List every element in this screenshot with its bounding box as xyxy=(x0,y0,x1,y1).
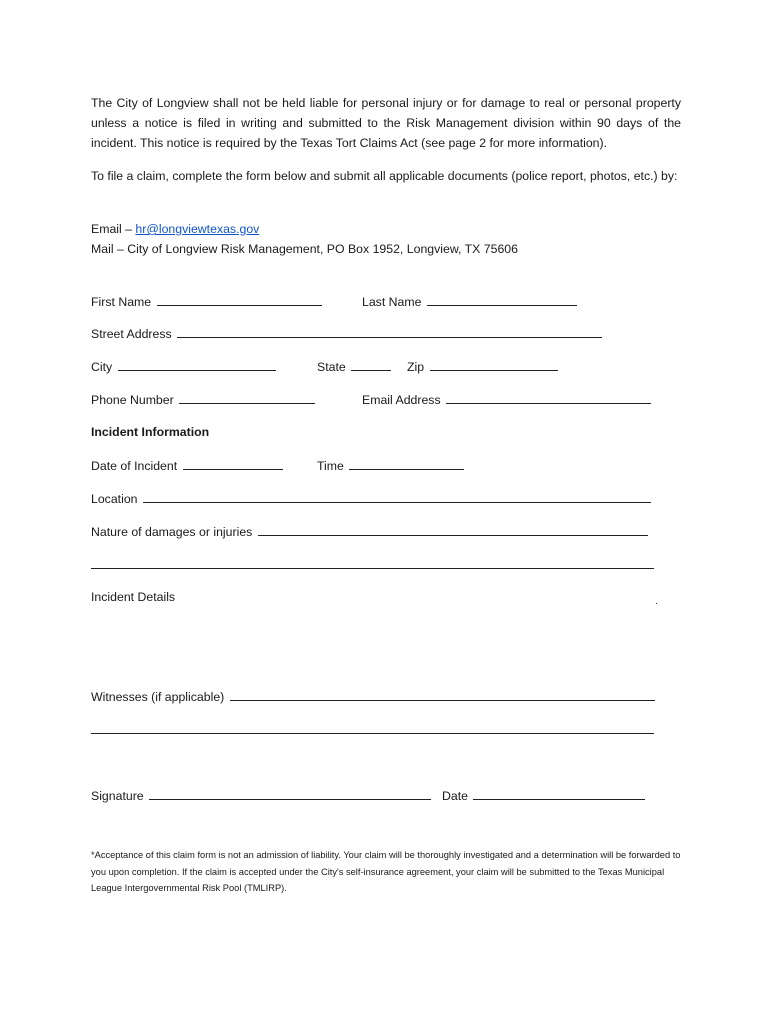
phone-label: Phone Number xyxy=(91,393,174,407)
last-name-field[interactable] xyxy=(362,293,577,310)
nature-continuation-field[interactable] xyxy=(91,556,654,573)
time-line[interactable] xyxy=(349,457,464,470)
zip-field[interactable] xyxy=(407,358,558,375)
city-line[interactable] xyxy=(118,358,276,371)
date-of-incident-line[interactable] xyxy=(183,457,283,470)
signature-label: Signature xyxy=(91,789,144,803)
witnesses-continuation-line[interactable] xyxy=(91,721,654,734)
email-address-line[interactable] xyxy=(446,391,651,404)
signature-line[interactable] xyxy=(149,787,431,800)
filing-instructions-paragraph: To file a claim, complete the form below and submit all applicable documents (police report, photos, etc.) by: xyxy=(91,169,678,183)
last-name-label: Last Name xyxy=(362,295,422,309)
nature-of-damages-field[interactable] xyxy=(91,523,648,540)
incident-details-label: Incident Details xyxy=(91,590,176,604)
first-name-field[interactable] xyxy=(91,293,322,310)
email-line xyxy=(91,219,681,239)
location-line[interactable] xyxy=(143,490,651,503)
city-label: City xyxy=(91,360,113,374)
time-label: Time xyxy=(317,459,344,473)
first-name-label: First Name xyxy=(91,295,152,309)
nature-continuation-line[interactable] xyxy=(91,556,654,569)
witnesses-field[interactable] xyxy=(91,688,655,705)
city-field[interactable] xyxy=(91,358,276,375)
location-field[interactable] xyxy=(91,490,651,507)
email-address-field[interactable] xyxy=(362,391,651,408)
date-field[interactable] xyxy=(442,787,645,804)
date-of-incident-field[interactable] xyxy=(91,457,283,474)
state-field[interactable] xyxy=(317,358,391,375)
phone-line[interactable] xyxy=(179,391,315,404)
state-line[interactable] xyxy=(351,358,391,371)
state-label: State xyxy=(317,360,346,374)
first-name-line[interactable] xyxy=(157,293,322,306)
email-link[interactable]: hr@longviewtexas.gov xyxy=(135,222,260,236)
street-address-line[interactable] xyxy=(177,325,602,338)
phone-field[interactable] xyxy=(91,391,315,408)
witnesses-line[interactable] xyxy=(230,688,655,701)
contact-block xyxy=(91,219,681,259)
email-prefix: Email – xyxy=(91,222,136,236)
incident-information-heading: Incident Information xyxy=(91,425,210,439)
signature-field[interactable] xyxy=(91,787,431,804)
time-field[interactable] xyxy=(317,457,464,474)
street-address-field[interactable] xyxy=(91,325,602,342)
email-address-label: Email Address xyxy=(362,393,441,407)
street-address-label: Street Address xyxy=(91,327,172,341)
date-line[interactable] xyxy=(473,787,645,800)
last-name-line[interactable] xyxy=(427,293,577,306)
disclaimer-footnote: *Acceptance of this claim form is not an admission of liability. Your claim will be thoroughly investigated and a determination will be forwarded to you upon completion. If the claim is accepted under the City's self-insurance agreement, your claim will be submitted to the Texas Municipal League Intergovernmental Risk Pool (TMLIRP). xyxy=(91,850,681,893)
date-label: Date xyxy=(442,789,468,803)
mail-line: Mail – City of Longview Risk Management, PO Box 1952, Longview, TX 75606 xyxy=(91,242,518,256)
nature-of-damages-label: Nature of damages or injuries xyxy=(91,525,253,539)
liability-notice-paragraph: The City of Longview shall not be held liable for personal injury or for damage to real or personal property unless a notice is filed in writing and submitted to the Risk Management division within 90 days of the incident. This notice is required by the Texas Tort Claims Act (see page 2 for more information). xyxy=(91,96,681,150)
zip-line[interactable] xyxy=(430,358,558,371)
witnesses-continuation-field[interactable] xyxy=(91,721,654,738)
witnesses-label: Witnesses (if applicable) xyxy=(91,690,225,704)
location-label: Location xyxy=(91,492,138,506)
date-of-incident-label: Date of Incident xyxy=(91,459,178,473)
nature-of-damages-line[interactable] xyxy=(258,523,648,536)
zip-label: Zip xyxy=(407,360,425,374)
stray-mark: . xyxy=(655,596,658,607)
